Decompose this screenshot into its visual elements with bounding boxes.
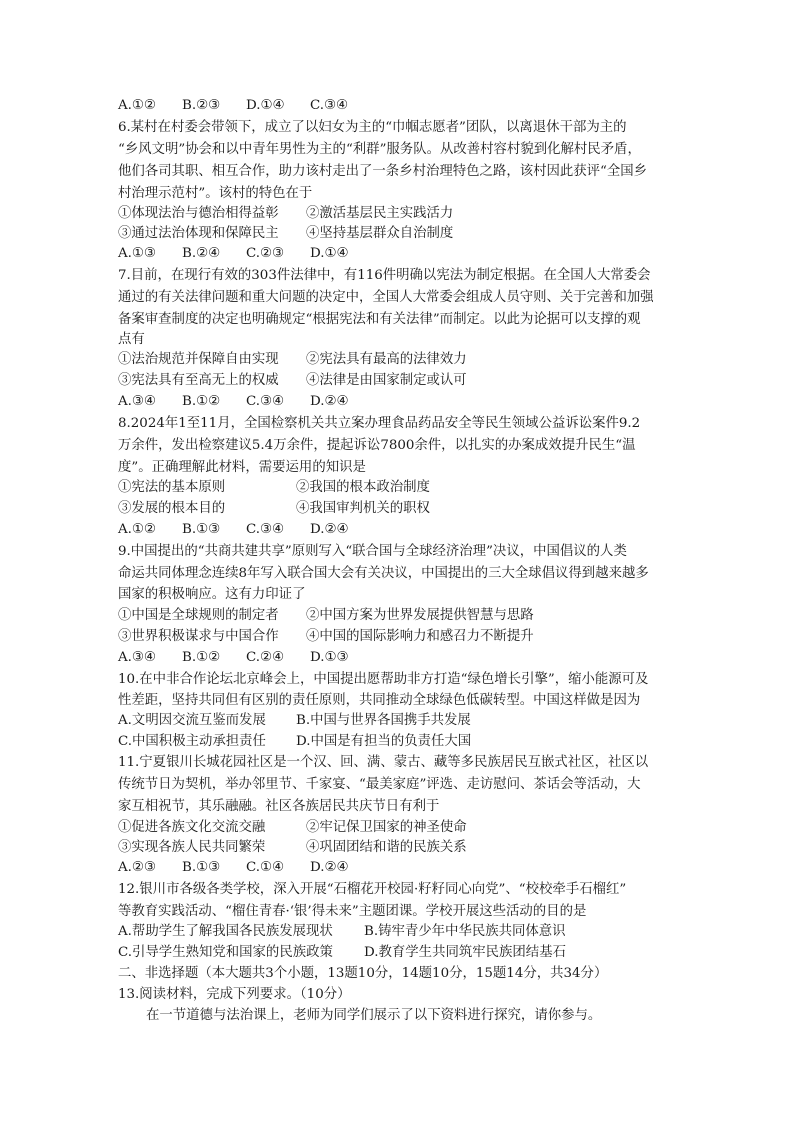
- q11-item-3: ③实现各族人民共同繁荣: [118, 840, 266, 855]
- q10-choice-d: D.中国是有担当的负责任大国: [296, 734, 472, 749]
- q12-stem-line: 等教育实践活动、“榴住青春·‘银’得未来”主题团课。学校开展这些活动的目的是: [118, 904, 587, 919]
- q6-option-a: A.①③: [118, 246, 156, 261]
- q8-option-a: A.①②: [118, 522, 156, 537]
- q8-stem-line: 8.2024年1至11月，全国检察机关共立案办理食品药品安全等民生领域公益诉讼案件9.2: [118, 416, 641, 431]
- q12-choices-row: [118, 943, 566, 963]
- q7-options: [118, 392, 349, 412]
- q7-item-3: ③宪法具有至高无上的权威: [118, 373, 279, 388]
- q8-item-3: ③发展的根本目的: [118, 501, 226, 516]
- q10-choice-a: A.文明因交流互鉴而发展: [118, 713, 266, 728]
- q5-option-d: D.①④: [246, 98, 285, 113]
- q5-option-c: C.③④: [310, 98, 349, 113]
- q9-items-row: [118, 627, 534, 647]
- q8-option-c: C.③④: [246, 522, 285, 537]
- q7-option-c: C.③④: [246, 394, 285, 409]
- q5-option-b: B.②③: [182, 98, 221, 113]
- q7-option-d: D.②④: [310, 394, 349, 409]
- q10-choice-c: C.中国积极主动承担责任: [118, 734, 266, 749]
- q12-choice-d: D.教育学生共同筑牢民族团结基石: [364, 945, 566, 960]
- q9-option-a: A.③④: [118, 650, 156, 665]
- q8-options: [118, 520, 349, 540]
- q8-item-4: ④我国审判机关的职权: [296, 501, 430, 516]
- q9-option-d: D.①③: [310, 650, 349, 665]
- q11-item-2: ②牢记保卫国家的神圣使命: [306, 820, 467, 835]
- q10-stem-line: 性差距，坚持共同但有区别的责任原则，共同推动全球绿色低碳转型。中国这样做是因为: [118, 693, 641, 708]
- q11-item-4: ④巩固团结和谐的民族关系: [306, 840, 467, 855]
- q7-item-2: ②宪法具有最高的法律效力: [306, 352, 467, 367]
- q8-stem-line: 度”。正确理解此材料，需要运用的知识是: [118, 460, 366, 475]
- section-heading: 二、非选择题（本大题共3个小题，13题10分，14题10分，15题14分，共34分）: [118, 966, 608, 981]
- q11-items-row: [118, 838, 467, 858]
- q5-option-a: A.①②: [118, 98, 156, 113]
- q9-option-c: C.②④: [246, 650, 285, 665]
- q11-stem-line: 11.宁夏银川长城花园社区是一个汉、回、满、蒙古、藏等多民族居民互嵌式社区，社区以: [118, 755, 649, 770]
- q6-item-2: ②激活基层民主实践活力: [306, 206, 454, 221]
- q6-item-3: ③通过法治体现和保障民主: [118, 226, 279, 241]
- q7-stem-line: 备案审查制度的决定也明确规定“根据宪法和有关法律”而制定。以此为论据可以支撑的观: [118, 312, 641, 327]
- q11-options: [118, 858, 349, 878]
- q11-option-c: C.①④: [246, 860, 285, 875]
- q9-options: [118, 648, 349, 668]
- q7-option-b: B.①②: [182, 394, 221, 409]
- q12-choice-b: B.铸牢青少年中华民族共同体意识: [364, 924, 566, 939]
- q5-options: [118, 96, 348, 116]
- q8-item-2: ②我国的根本政治制度: [296, 480, 430, 495]
- q7-option-a: A.③④: [118, 394, 156, 409]
- q9-stem-line: 9.中国提出的“共商共建共享”原则写入“联合国与全球经济治理”决议，中国倡议的人类: [118, 544, 627, 559]
- q11-stem-line: 传统节日为契机，举办邻里节、千家宴、“最美家庭”评选、走访慰问、茶话会等活动，大: [118, 777, 641, 792]
- q7-items-row: [118, 350, 467, 370]
- q6-stem-line: 他们各司其职、相互合作，助力该村走出了一条乡村治理特色之路，该村因此获评“全国乡: [118, 164, 648, 179]
- q11-item-1: ①促进各族文化交流交融: [118, 820, 266, 835]
- q6-items-row: [118, 204, 453, 224]
- q12-choice-a: A.帮助学生了解我国各民族发展现状: [118, 924, 333, 939]
- q6-option-d: D.①④: [310, 246, 349, 261]
- q8-items-row: [118, 478, 430, 498]
- q10-choices-row: [118, 732, 471, 752]
- q9-item-4: ④中国的国际影响力和感召力不断提升: [306, 629, 534, 644]
- q11-items-row: [118, 818, 467, 838]
- q8-option-d: D.②④: [310, 522, 349, 537]
- q12-stem-line: 12.银川市各级各类学校，深入开展“石榴花开校园·籽籽同心向党”、“校校牵手石榴红”: [118, 882, 627, 897]
- q9-item-1: ①中国是全球规则的制定者: [118, 608, 279, 623]
- q9-option-b: B.①②: [182, 650, 221, 665]
- q12-choices-row: [118, 922, 566, 942]
- q11-stem-line: 家互相祝节，其乐融融。社区各族居民共庆节日有利于: [118, 799, 440, 814]
- q8-items-row: [118, 499, 430, 519]
- q13-title: 13.阅读材料，完成下列要求。（10分）: [118, 987, 351, 1002]
- q6-stem-line: 6.某村在村委会带领下，成立了以妇女为主的“巾帼志愿者”团队，以离退休干部为主的: [118, 120, 627, 135]
- q7-item-4: ④法律是由国家制定或认可: [306, 373, 467, 388]
- q10-choice-b: B.中国与世界各国携手共发展: [296, 713, 471, 728]
- q8-item-1: ①宪法的基本原则: [118, 480, 226, 495]
- q6-item-1: ①体现法治与德治相得益彰: [118, 206, 279, 221]
- q6-stem-line: 村治理示范村”。该村的特色在于: [118, 186, 313, 201]
- q6-options: [118, 244, 349, 264]
- q6-items-row: [118, 224, 453, 244]
- q6-item-4: ④坚持基层群众自治制度: [306, 226, 454, 241]
- q11-option-d: D.②④: [310, 860, 349, 875]
- q11-option-b: B.①③: [182, 860, 221, 875]
- q9-stem-line: 命运共同体理念连续8年写入联合国大会有关决议，中国提出的三大全球倡议得到越来越多: [118, 566, 649, 581]
- q9-items-row: [118, 606, 534, 626]
- q9-item-2: ②中国方案为世界发展提供智慧与思路: [306, 608, 534, 623]
- q7-stem-line: 点有: [118, 332, 145, 347]
- q7-items-row: [118, 371, 467, 391]
- q6-option-b: B.②④: [182, 246, 221, 261]
- q9-stem-line: 国家的积极响应。这有力印证了: [118, 587, 306, 602]
- q11-option-a: A.②③: [118, 860, 156, 875]
- q7-stem-line: 7.目前，在现行有效的303件法律中，有116件明确以宪法为制定根据。在全国人大常委会: [118, 268, 651, 283]
- q10-choices-row: [118, 711, 471, 731]
- q8-stem-line: 万余件，发出检察建议5.4万余件，提起诉讼7800余件，以扎实的办案成效提升民生“温: [118, 438, 636, 453]
- q10-stem-line: 10.在中非合作论坛北京峰会上，中国提出愿帮助非方打造“绿色增长引擎”，缩小能源可及: [118, 672, 649, 687]
- q8-option-b: B.①③: [182, 522, 221, 537]
- q12-choice-c: C.引导学生熟知党和国家的民族政策: [118, 945, 333, 960]
- q13-intro: 在一节道德与法治课上，老师为同学们展示了以下资料进行探究，请你参与。: [146, 1008, 602, 1023]
- q7-stem-line: 通过的有关法律问题和重大问题的决定中，全国人大常委会组成人员守则、关于完善和加强: [118, 290, 654, 305]
- q6-stem-line: “乡风文明”协会和以中青年男性为主的“利群”服务队。从改善村容村貌到化解村民矛盾，: [118, 142, 641, 157]
- q7-item-1: ①法治规范并保障自由实现: [118, 352, 279, 367]
- q9-item-3: ③世界积极谋求与中国合作: [118, 629, 279, 644]
- q6-option-c: C.②③: [246, 246, 285, 261]
